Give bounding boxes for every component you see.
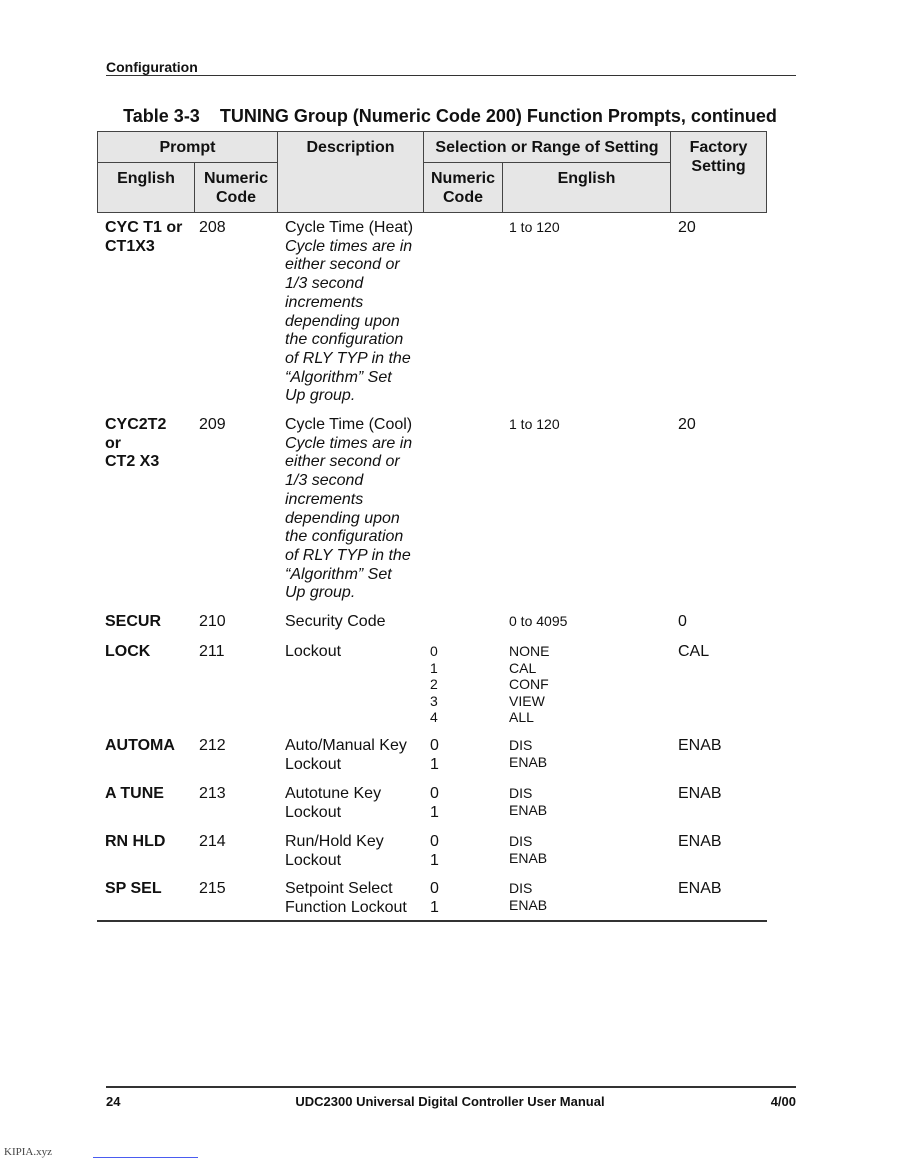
description-note-line: Cycle times are in: [285, 237, 413, 255]
description: [285, 416, 425, 603]
section-header: Configuration: [106, 59, 198, 75]
selection-numeric-codes-line: 3: [430, 692, 438, 709]
description-note-line: depending upon: [285, 312, 400, 330]
description-note-line: “Algorithm” Set: [285, 368, 392, 386]
prompt-english: [105, 416, 191, 472]
selection-numeric-codes: [430, 737, 439, 774]
selection-english-line: ENAB: [509, 849, 548, 866]
prompt-english-line: SECUR: [105, 613, 162, 630]
selection-english-line: 0 to 4095: [509, 613, 568, 629]
prompt-english-line: CT2 X3: [105, 453, 160, 471]
description-note-line: increments: [285, 490, 364, 508]
prompt-english: [105, 219, 191, 256]
footer-rule: [106, 1086, 796, 1088]
selection-english: [509, 219, 560, 236]
description-note-line: 1/3 second: [285, 472, 364, 490]
description-text: Cycle Time (Cool): [285, 416, 413, 433]
selection-english-line: 1 to 120: [509, 416, 560, 432]
description: [285, 785, 395, 822]
description: [285, 737, 415, 774]
selection-english: [509, 416, 560, 433]
factory-setting: ENAB: [678, 737, 722, 754]
factory-setting: ENAB: [678, 785, 722, 802]
selection-english-line: ENAB: [509, 801, 548, 818]
selection-numeric-codes-line: 1: [430, 851, 439, 869]
selection-numeric-codes-line: 0: [430, 833, 439, 850]
prompt-numeric-code: 215: [199, 880, 226, 897]
prompt-english: [105, 833, 191, 852]
selection-english-line: CAL: [509, 659, 537, 676]
th-numeric-code: Numeric Code: [194, 162, 278, 213]
factory-setting: 0: [678, 613, 687, 630]
selection-numeric-codes-line: 1: [430, 755, 439, 773]
footer-date: 4/00: [770, 1094, 796, 1109]
description: [285, 880, 420, 917]
prompt-english: [105, 643, 191, 662]
selection-english: [509, 737, 547, 770]
watermark: KIPIA.xyz: [4, 1146, 52, 1158]
factory-setting: CAL: [678, 643, 710, 660]
selection-numeric-codes-line: 1: [430, 898, 439, 916]
manual-title: UDC2300 Universal Digital Controller User Manual: [295, 1094, 605, 1109]
selection-numeric-codes-line: 4: [430, 709, 438, 725]
selection-numeric-codes: [430, 880, 439, 917]
selection-numeric-codes-line: 1: [430, 803, 439, 821]
description-text: Cycle Time (Heat): [285, 219, 414, 236]
description: [285, 613, 425, 632]
link-underline[interactable]: [93, 1157, 198, 1158]
description-note-line: 1/3 second: [285, 275, 364, 293]
prompt-english: [105, 785, 191, 804]
prompt-english: [105, 880, 191, 899]
description: [285, 833, 395, 870]
description-note-line: increments: [285, 293, 364, 311]
th-description: Description: [277, 131, 424, 213]
prompt-english-line: LOCK: [105, 643, 151, 660]
prompt-english: [105, 613, 191, 632]
description-note-line: Up group.: [285, 584, 356, 602]
selection-numeric-codes-line: 0: [430, 643, 438, 659]
prompt-english-line: CYC T1 or: [105, 219, 183, 236]
selection-english-line: NONE: [509, 643, 550, 659]
selection-english-line: DIS: [509, 880, 533, 896]
table-bottom-rule: [97, 920, 767, 922]
prompt-english-line: or: [105, 434, 121, 452]
prompt-numeric-code: 208: [199, 219, 226, 236]
selection-english-line: 1 to 120: [509, 219, 560, 235]
description-text: Lockout: [285, 643, 342, 660]
th-sel-numeric-code: Numeric Code: [423, 162, 503, 213]
prompt-english: [105, 737, 191, 756]
selection-english: [509, 880, 547, 913]
th-sel-english: English: [502, 162, 671, 213]
selection-numeric-codes-line: 1: [430, 659, 438, 676]
selection-english-line: ENAB: [509, 896, 548, 913]
selection-numeric-codes: [430, 833, 439, 870]
page-number: 24: [106, 1094, 121, 1109]
th-prompt: Prompt: [97, 131, 278, 163]
selection-numeric-codes: [430, 785, 439, 822]
description-note-line: Up group.: [285, 387, 356, 405]
prompt-numeric-code: 209: [199, 416, 226, 433]
prompt-english-line: CT1X3: [105, 237, 155, 255]
th-selection: Selection or Range of Setting: [423, 131, 671, 163]
selection-english-line: CONF: [509, 676, 549, 692]
selection-english-line: DIS: [509, 785, 533, 801]
prompt-english-line: A TUNE: [105, 785, 164, 802]
selection-numeric-codes-line: 2: [430, 676, 438, 692]
prompt-numeric-code: 212: [199, 737, 226, 754]
prompt-numeric-code: 213: [199, 785, 226, 802]
description-note-line: of RLY TYP in the: [285, 546, 411, 564]
selection-numeric-codes-line: 0: [430, 880, 439, 897]
description-note-line: Cycle times are in: [285, 434, 413, 452]
description-note-line: “Algorithm” Set: [285, 565, 392, 583]
selection-english-line: ENAB: [509, 753, 548, 770]
description-note-line: either second or: [285, 453, 400, 471]
selection-numeric-codes: [430, 643, 438, 726]
description-text: Setpoint Select Function Lockout: [285, 880, 407, 916]
table-title: Table 3-3 TUNING Group (Numeric Code 200) Function Prompts, continued: [123, 106, 777, 126]
selection-english: [509, 833, 547, 866]
th-english: English: [97, 162, 195, 213]
prompt-numeric-code: 211: [199, 643, 225, 660]
selection-english: [509, 643, 549, 726]
description-text: Run/Hold Key Lockout: [285, 833, 384, 869]
prompt-english-line: AUTOMA: [105, 737, 175, 754]
th-factory: Factory Setting: [670, 131, 767, 213]
prompt-english-line: SP SEL: [105, 880, 162, 897]
selection-english: [509, 785, 547, 818]
selection-english-line: VIEW: [509, 692, 545, 709]
description-text: Security Code: [285, 613, 386, 630]
factory-setting: 20: [678, 219, 696, 236]
prompt-english-line: RN HLD: [105, 833, 166, 850]
description-text: Auto/Manual Key Lockout: [285, 737, 407, 773]
selection-english-line: DIS: [509, 833, 533, 849]
description-note-line: the configuration: [285, 331, 404, 349]
factory-setting: 20: [678, 416, 696, 433]
selection-english-line: DIS: [509, 737, 533, 753]
selection-english-line: ALL: [509, 709, 534, 725]
factory-setting: ENAB: [678, 880, 722, 897]
description: [285, 643, 425, 662]
header-rule: [106, 75, 796, 76]
prompt-numeric-code: 214: [199, 833, 226, 850]
description-note-line: of RLY TYP in the: [285, 349, 411, 367]
description-note-line: depending upon: [285, 509, 400, 527]
description-text: Autotune Key Lockout: [285, 785, 382, 821]
factory-setting: ENAB: [678, 833, 722, 850]
description: [285, 219, 425, 406]
selection-numeric-codes-line: 0: [430, 737, 439, 754]
prompt-numeric-code: 210: [199, 613, 226, 630]
prompt-english-line: CYC2T2: [105, 416, 167, 433]
description-note-line: either second or: [285, 256, 400, 274]
description-note-line: the configuration: [285, 528, 404, 546]
selection-english: [509, 613, 567, 630]
selection-numeric-codes-line: 0: [430, 785, 439, 802]
